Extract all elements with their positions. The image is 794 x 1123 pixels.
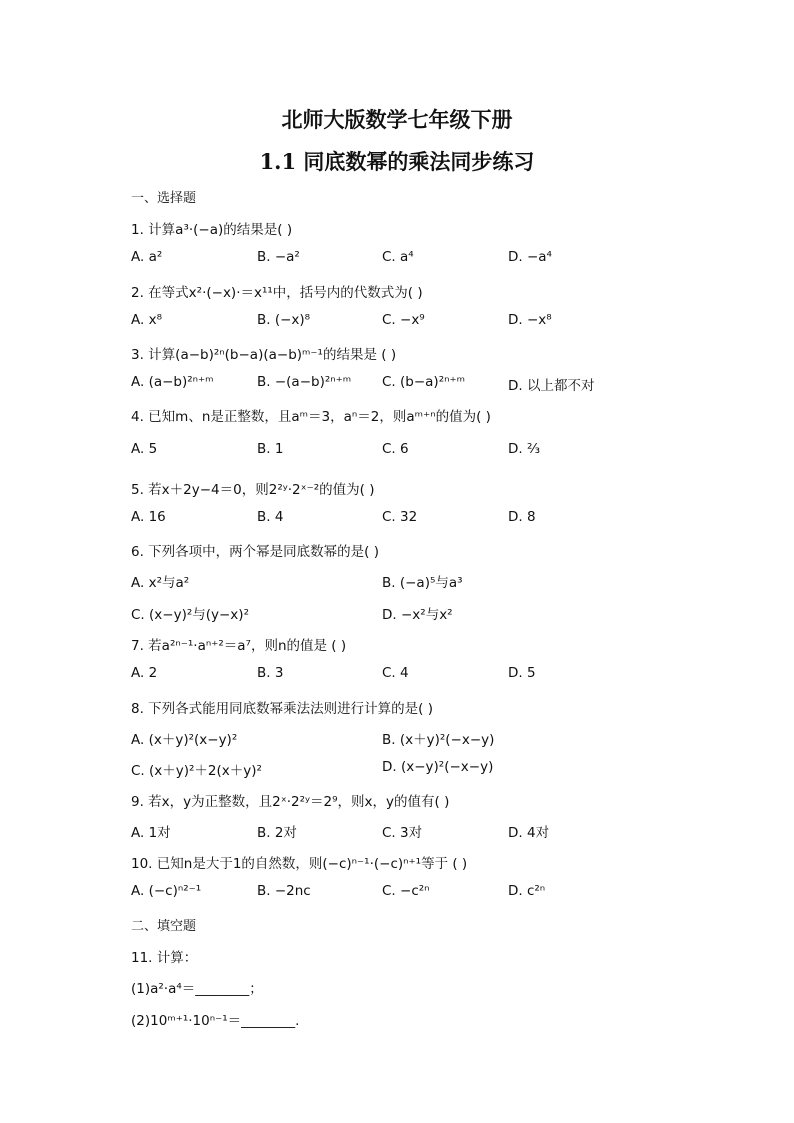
option-d: D. (x−y)²(−x−y) [382, 759, 494, 775]
option-b: B. 1 [257, 441, 284, 457]
option-a: A. 16 [131, 509, 166, 525]
option-c: C. −x⁹ [382, 312, 425, 328]
option-b: B. 2对 [257, 825, 297, 841]
question-stem: 11. 计算： [131, 950, 198, 966]
option-a: A. x⁸ [131, 312, 162, 328]
option-d: D. ⅔ [508, 441, 541, 457]
option-d: D. −x⁸ [508, 312, 552, 328]
option-c: C. 32 [382, 509, 418, 525]
option-c: C. 4 [382, 665, 409, 681]
page-title: 北师大版数学七年级下册 [281, 107, 513, 132]
question-stem: 10. 已知n是大于1的自然数，则(−c)ⁿ⁻¹·(−c)ⁿ⁺¹等于 ( ) [131, 856, 468, 872]
option-a: A. 5 [131, 441, 158, 457]
option-b: B. 4 [257, 509, 284, 525]
option-d: D. c²ⁿ [508, 883, 546, 899]
option-b: B. −a² [257, 249, 300, 265]
option-b: B. −2nc [257, 883, 311, 899]
page-subtitle: 1.1 同底数幂的乘法同步练习 [259, 149, 535, 174]
question-stem: 5. 若x＋2y−4＝0，则2²ʸ·2ˣ⁻²的值为( ) [131, 482, 375, 498]
option-d: D. 4对 [508, 825, 550, 841]
option-b: B. (x＋y)²(−x−y) [382, 732, 495, 748]
option-a: A. (a−b)²ⁿ⁺ᵐ [131, 374, 214, 390]
option-d: D. 5 [508, 665, 536, 681]
question-stem: 1. 计算a³·(−a)的结果是( ) [131, 222, 293, 238]
option-c: C. (x−y)²与(y−x)² [131, 607, 249, 623]
fill-item: (1)a²·a⁴＝________； [131, 981, 263, 997]
option-c: C. (b−a)²ⁿ⁺ᵐ [382, 374, 466, 390]
option-c: C. 6 [382, 441, 409, 457]
question-stem: 6. 下列各项中，两个幂是同底数幂的是( ) [131, 544, 379, 560]
option-a: A. 1对 [131, 825, 171, 841]
question-stem: 7. 若a²ⁿ⁻¹·aⁿ⁺²＝a⁷，则n的值是 ( ) [131, 638, 347, 654]
question-stem: 2. 在等式x²·(−x)·＝x¹¹中，括号内的代数式为( ) [131, 285, 423, 301]
option-b: B. −(a−b)²ⁿ⁺ᵐ [257, 374, 352, 390]
section-heading-choice: 一、选择题 [131, 191, 197, 206]
question-stem: 8. 下列各式能用同底数幂乘法法则进行计算的是( ) [131, 701, 433, 717]
option-a: A. (x＋y)²(x−y)² [131, 732, 238, 748]
option-b: B. (−x)⁸ [257, 312, 311, 328]
option-d: D. 8 [508, 509, 536, 525]
option-c: C. (x＋y)²＋2(x＋y)² [131, 763, 262, 779]
option-d: D. 以上都不对 [508, 378, 595, 394]
option-b: B. (−a)⁵与a³ [382, 575, 463, 591]
section-heading-fill: 二、填空题 [131, 919, 197, 934]
option-c: C. −c²ⁿ [382, 883, 430, 899]
fill-item: (2)10ᵐ⁺¹·10ⁿ⁻¹＝________. [131, 1013, 300, 1029]
option-d: D. −x²与x² [382, 607, 453, 623]
option-c: C. a⁴ [382, 249, 414, 265]
option-c: C. 3对 [382, 825, 423, 841]
question-stem: 9. 若x，y为正整数，且2ˣ·2²ʸ＝2⁹，则x，y的值有( ) [131, 794, 450, 810]
question-stem: 4. 已知m、n是正整数，且aᵐ＝3，aⁿ＝2，则aᵐ⁺ⁿ的值为( ) [131, 409, 491, 425]
option-a: A. x²与a² [131, 575, 190, 591]
option-d: D. −a⁴ [508, 249, 552, 265]
option-a: A. a² [131, 249, 163, 265]
question-stem: 3. 计算(a−b)²ⁿ(b−a)(a−b)ᵐ⁻¹的结果是 ( ) [131, 347, 397, 363]
option-a: A. (−c)ⁿ²⁻¹ [131, 883, 202, 899]
option-b: B. 3 [257, 665, 284, 681]
option-a: A. 2 [131, 665, 158, 681]
